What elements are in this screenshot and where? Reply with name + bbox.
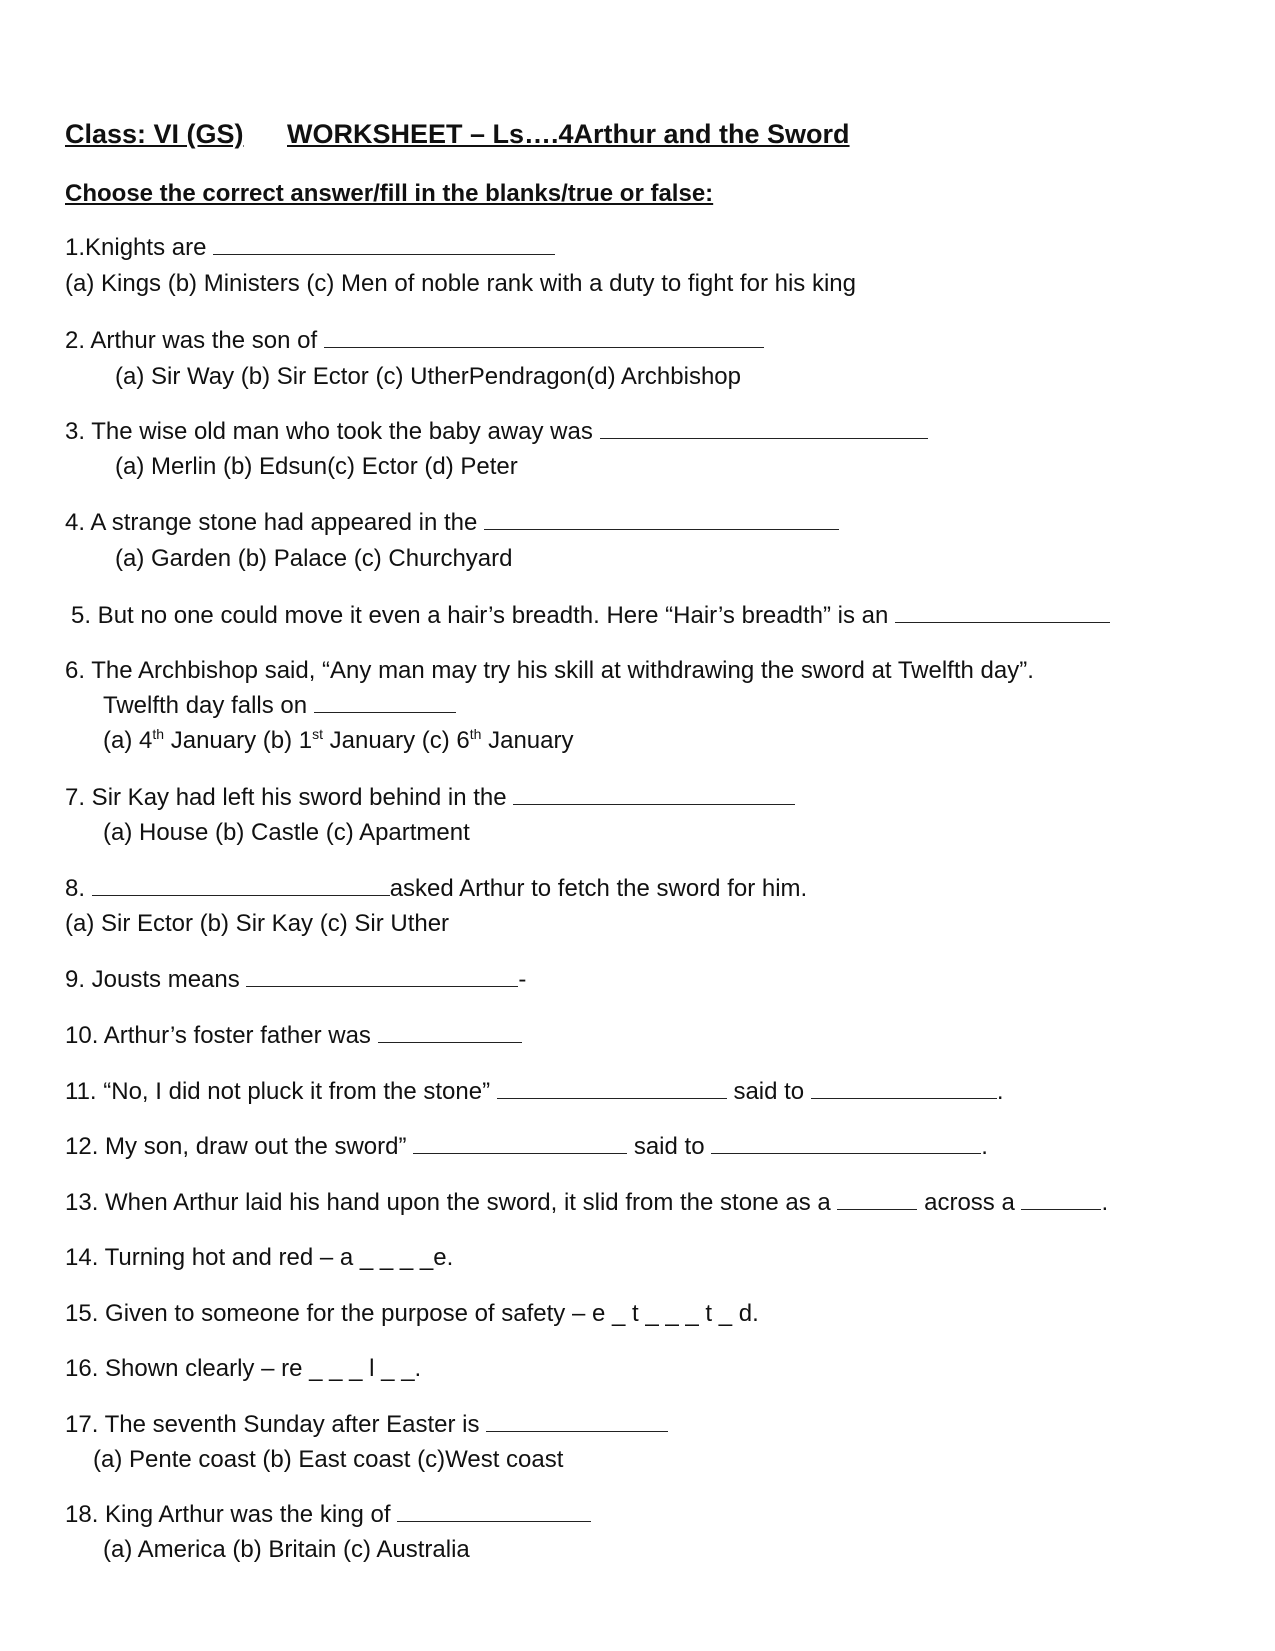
- question-text: Twelfth day falls on: [103, 692, 308, 719]
- option-sup: st: [312, 726, 324, 742]
- question-10: [65, 1020, 522, 1052]
- question-1: [65, 232, 555, 264]
- answer-blank[interactable]: [484, 507, 839, 530]
- answer-blank[interactable]: [1021, 1187, 1101, 1210]
- question-16: 16. Shown clearly – re _ _ _ l _ _.: [65, 1355, 422, 1382]
- question-mid: said to: [633, 1133, 705, 1160]
- answer-blank[interactable]: [497, 1076, 727, 1099]
- question-text: 10. Arthur’s foster father was: [65, 1022, 371, 1049]
- question-4: [65, 507, 839, 539]
- question-mid: across a: [924, 1189, 1015, 1216]
- question-end: .: [1101, 1189, 1109, 1216]
- answer-blank[interactable]: [600, 416, 928, 439]
- answer-blank[interactable]: [837, 1187, 917, 1210]
- option-text: January: [481, 727, 574, 754]
- answer-blank[interactable]: [513, 782, 795, 805]
- question-3: [65, 416, 928, 448]
- question-text: 18. King Arthur was the king of: [65, 1501, 391, 1528]
- question-3-options: (a) Merlin (b) Edsun(c) Ector (d) Peter: [115, 453, 518, 480]
- question-end: .: [981, 1133, 988, 1160]
- question-text: 9. Jousts means: [65, 966, 240, 993]
- question-mid: said to: [733, 1078, 805, 1105]
- option-sup: th: [469, 726, 482, 742]
- option-sup: th: [152, 726, 165, 742]
- answer-blank[interactable]: [397, 1499, 591, 1522]
- question-text: 7. Sir Kay had left his sword behind in the: [65, 784, 507, 811]
- question-text: asked Arthur to fetch the sword for him.: [389, 875, 808, 902]
- question-2: [65, 325, 764, 357]
- question-9: [65, 964, 526, 996]
- question-text: 17. The seventh Sunday after Easter is: [65, 1411, 480, 1438]
- option-text: January (b) 1: [164, 727, 313, 754]
- option-text: January (c) 6: [323, 727, 470, 754]
- question-text: 11. “No, I did not pluck it from the stone”: [65, 1078, 491, 1105]
- question-text: 4. A strange stone had appeared in the: [65, 509, 478, 536]
- question-text: 5. But no one could move it even a hair’s breadth. Here “Hair’s breadth” is an: [71, 602, 889, 629]
- answer-blank[interactable]: [314, 690, 456, 713]
- question-13: [65, 1187, 1108, 1219]
- answer-blank[interactable]: [246, 964, 518, 987]
- question-18-options: (a) America (b) Britain (c) Australia: [103, 1536, 470, 1563]
- question-text: 2. Arthur was the son of: [65, 327, 318, 354]
- answer-blank[interactable]: [324, 325, 764, 348]
- question-number: 8.: [65, 875, 86, 902]
- answer-blank[interactable]: [378, 1020, 522, 1043]
- question-end: .: [996, 1078, 1004, 1105]
- question-6-line2: [103, 690, 456, 722]
- question-12: [65, 1131, 988, 1163]
- question-text: 12. My son, draw out the sword”: [65, 1133, 407, 1160]
- question-7-options: (a) House (b) Castle (c) Apartment: [103, 819, 470, 846]
- question-6-options: [103, 725, 573, 757]
- question-text: 3. The wise old man who took the baby away was: [65, 418, 593, 445]
- question-17: [65, 1409, 668, 1441]
- question-15: 15. Given to someone for the purpose of safety – e _ t _ _ _ t _ d.: [65, 1300, 759, 1327]
- question-8: [65, 873, 807, 905]
- answer-blank[interactable]: [213, 232, 555, 255]
- question-4-options: (a) Garden (b) Palace (c) Churchyard: [115, 545, 513, 572]
- worksheet-title: WORKSHEET – Ls….4Arthur and the Sword: [287, 119, 850, 149]
- question-18: [65, 1499, 591, 1531]
- answer-blank[interactable]: [413, 1131, 627, 1154]
- answer-blank[interactable]: [711, 1131, 981, 1154]
- instructions: Choose the correct answer/fill in the blanks/true or false:: [65, 180, 714, 207]
- question-2-options: (a) Sir Way (b) Sir Ector (c) UtherPendragon(d) Archbishop: [115, 363, 741, 390]
- answer-blank[interactable]: [486, 1409, 668, 1432]
- question-6: 6. The Archbishop said, “Any man may try his skill at withdrawing the sword at Twelfth day”.: [65, 657, 1034, 684]
- question-11: [65, 1076, 1004, 1108]
- option-text: (a) 4: [103, 727, 153, 754]
- question-14: 14. Turning hot and red – a _ _ _ _e.: [65, 1244, 454, 1271]
- question-5: [71, 600, 1110, 632]
- question-text: 1.Knights are: [65, 234, 207, 261]
- question-text: 13. When Arthur laid his hand upon the sword, it slid from the stone as a: [65, 1189, 831, 1216]
- answer-blank[interactable]: [895, 600, 1110, 623]
- question-17-options: (a) Pente coast (b) East coast (c)West coast: [93, 1446, 564, 1473]
- question-1-options: (a) Kings (b) Ministers (c) Men of noble rank with a duty to fight for his king: [65, 270, 856, 297]
- question-suffix: -: [518, 966, 527, 993]
- question-8-options: (a) Sir Ector (b) Sir Kay (c) Sir Uther: [65, 910, 450, 937]
- question-7: [65, 782, 795, 814]
- answer-blank[interactable]: [811, 1076, 997, 1099]
- answer-blank[interactable]: [92, 873, 390, 896]
- class-label: Class: VI (GS): [65, 119, 244, 149]
